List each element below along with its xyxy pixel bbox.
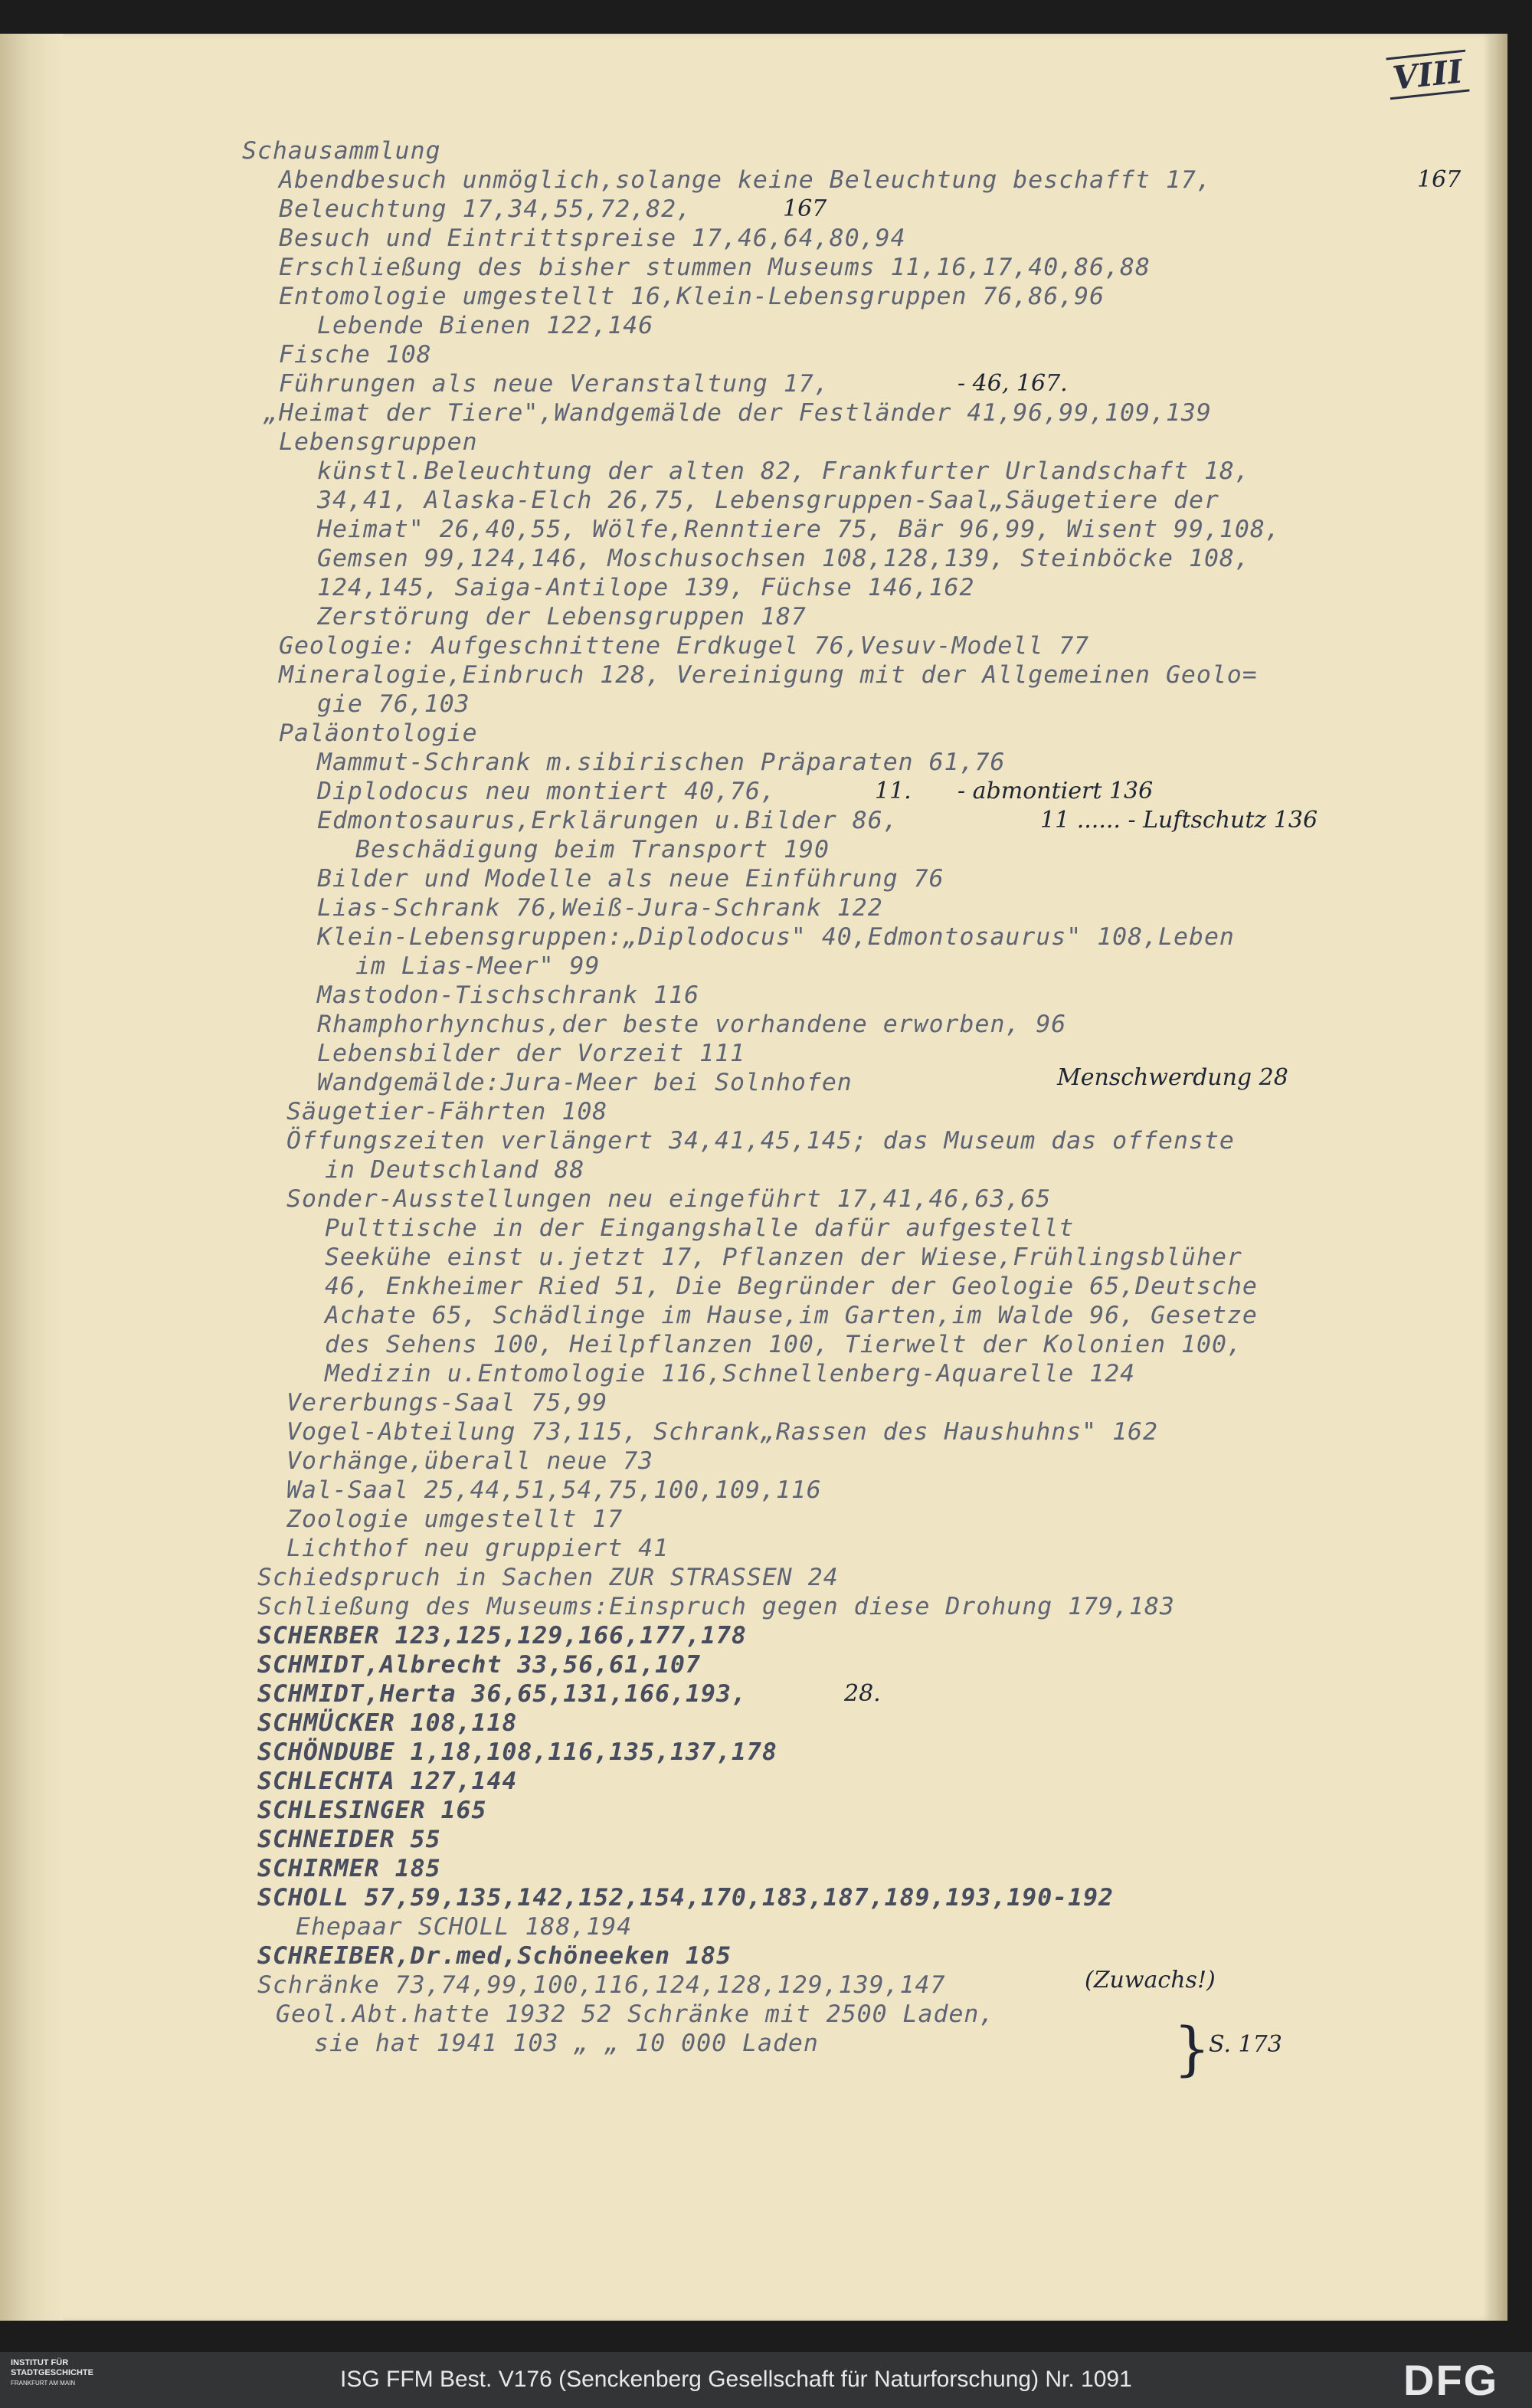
- index-line: 46, Enkheimer Ried 51, Die Begründer der Geologie 65,Deutsche: [325, 1273, 1258, 1300]
- index-line: Schließung des Museums:Einspruch gegen diese Drohung 179,183: [257, 1593, 1175, 1620]
- index-line: Schiedspruch in Sachen ZUR STRASSEN 24: [257, 1564, 839, 1591]
- handwritten-note: - abmontiert 136: [958, 778, 1154, 804]
- index-line: sie hat 1941 103 „ „ 10 000 Laden: [314, 2030, 819, 2057]
- index-line: SCHERBER 123,125,129,166,177,178: [257, 1622, 747, 1650]
- handwritten-note: 11 ...... - Luftschutz 136: [1040, 807, 1318, 834]
- index-line: Mammut-Schrank m.sibirischen Präparaten 61,76: [317, 749, 1006, 776]
- index-line: Mineralogie,Einbruch 128, Vereinigung mit der Allgemeinen Geolo=: [279, 661, 1258, 689]
- index-line: Säugetier-Fährten 108: [286, 1098, 608, 1125]
- handwritten-note: 167: [1417, 166, 1462, 193]
- index-line: Pulttische in der Eingangshalle dafür aufgestellt: [325, 1214, 1075, 1242]
- index-line: SCHLECHTA 127,144: [257, 1768, 518, 1795]
- index-line: Medizin u.Entomologie 116,Schnellenberg-Aquarelle 124: [325, 1360, 1136, 1387]
- index-line: gie 76,103: [317, 690, 470, 718]
- index-line: Zoologie umgestellt 17: [286, 1505, 624, 1533]
- index-line: Heimat" 26,40,55, Wölfe,Renntiere 75, Bär 96,99, Wisent 99,108,: [317, 516, 1281, 543]
- brace-mark: }: [1174, 2014, 1211, 2082]
- archive-footer: [0, 2352, 1532, 2408]
- index-line: Schränke 73,74,99,100,116,124,128,129,139,147: [257, 1971, 946, 1999]
- index-line: SCHLESINGER 165: [257, 1797, 487, 1824]
- index-line: Vererbungs-Saal 75,99: [286, 1389, 608, 1417]
- handwritten-note: Menschwerdung 28: [1057, 1064, 1288, 1091]
- handwritten-note: 11.: [875, 778, 912, 804]
- index-line: in Deutschland 88: [325, 1156, 585, 1184]
- index-line: Wandgemälde:Jura-Meer bei Solnhofen: [317, 1069, 853, 1096]
- index-line: im Lias-Meer" 99: [355, 952, 601, 980]
- index-line: Klein-Lebensgruppen:„Diplodocus" 40,Edmontosaurus" 108,Leben: [317, 923, 1235, 951]
- index-line: Entomologie umgestellt 16,Klein-Lebensgruppen 76,86,96: [279, 283, 1105, 310]
- index-line: Besuch und Eintrittspreise 17,46,64,80,94: [279, 224, 906, 252]
- index-line: Erschließung des bisher stummen Museums 11,16,17,40,86,88: [279, 254, 1151, 281]
- index-line: Paläontologie: [279, 719, 478, 747]
- index-line: künstl.Beleuchtung der alten 82, Frankfurter Urlandschaft 18,: [317, 457, 1250, 485]
- institute-logo: INSTITUT FÜR STADTGESCHICHTE FRANKFURT AM MAIN: [11, 2358, 93, 2387]
- index-line: Wal-Saal 25,44,51,54,75,100,109,116: [286, 1476, 822, 1504]
- index-line: Lias-Schrank 76,Weiß-Jura-Schrank 122: [317, 894, 883, 922]
- handwritten-note: 28.: [844, 1680, 881, 1707]
- index-line: SCHNEIDER 55: [257, 1826, 441, 1853]
- index-line: SCHREIBER,Dr.med,Schöneeken 185: [257, 1942, 732, 1970]
- book-spine: [0, 34, 63, 2321]
- index-line: SCHÖNDUBE 1,18,108,116,135,137,178: [257, 1738, 777, 1766]
- index-line: SCHMÜCKER 108,118: [257, 1709, 518, 1737]
- page-edge: [1492, 34, 1507, 2321]
- index-line: Rhamphorhynchus,der beste vorhandene erworben, 96: [317, 1011, 1067, 1038]
- index-line: Vorhänge,überall neue 73: [286, 1447, 654, 1475]
- index-line: SCHMIDT,Herta 36,65,131,166,193,: [257, 1680, 747, 1708]
- handwritten-note: (Zuwachs!): [1085, 1967, 1216, 1994]
- index-line: Lebensgruppen: [279, 428, 478, 456]
- index-line: Achate 65, Schädlinge im Hause,im Garten,im Walde 96, Gesetze: [325, 1302, 1258, 1329]
- index-line: Fische 108: [279, 341, 432, 369]
- page-folio: VIII: [1386, 50, 1469, 100]
- index-line: Seekühe einst u.jetzt 17, Pflanzen der Wiese,Frühlingsblüher: [325, 1243, 1242, 1271]
- index-line: des Sehens 100, Heilpflanzen 100, Tierwelt der Kolonien 100,: [325, 1331, 1242, 1358]
- handwritten-note: 167: [783, 195, 827, 222]
- index-line: Bilder und Modelle als neue Einführung 76: [317, 865, 944, 893]
- index-line: Beleuchtung 17,34,55,72,82,: [279, 195, 692, 223]
- index-line: Abendbesuch unmöglich,solange keine Beleuchtung beschafft 17,: [279, 166, 1212, 194]
- index-line: Diplodocus neu montiert 40,76,: [317, 778, 776, 805]
- index-line: Gemsen 99,124,146, Moschusochsen 108,128,139, Steinböcke 108,: [317, 545, 1250, 572]
- index-line: Schausammlung: [242, 137, 441, 165]
- handwritten-note: - 46, 167.: [958, 370, 1068, 397]
- index-line: Ehepaar SCHOLL 188,194: [296, 1913, 633, 1941]
- index-line: Vogel-Abteilung 73,115, Schrank„Rassen des Haushuhns" 162: [286, 1418, 1158, 1446]
- index-line: 124,145, Saiga-Antilope 139, Füchse 146,162: [317, 574, 975, 601]
- archive-caption: ISG FFM Best. V176 (Senckenberg Gesellschaft für Naturforschung) Nr. 1091: [340, 2367, 1132, 2392]
- index-line: Edmontosaurus,Erklärungen u.Bilder 86,: [317, 807, 899, 834]
- index-line: „Heimat der Tiere",Wandgemälde der Festländer 41,96,99,109,139: [264, 399, 1212, 427]
- index-line: Sonder-Ausstellungen neu eingeführt 17,41,46,63,65: [286, 1185, 1052, 1213]
- index-line: SCHIRMER 185: [257, 1855, 441, 1882]
- index-line: Geol.Abt.hatte 1932 52 Schränke mit 2500 Laden,: [276, 2000, 995, 2028]
- index-line: Lebensbilder der Vorzeit 111: [317, 1040, 746, 1067]
- index-line: 34,41, Alaska-Elch 26,75, Lebensgruppen-Saal„Säugetiere der: [317, 487, 1219, 514]
- index-line: Öffungszeiten verlängert 34,41,45,145; das Museum das offenste: [286, 1127, 1235, 1155]
- index-line: Zerstörung der Lebensgruppen 187: [317, 603, 807, 631]
- index-line: Beschädigung beim Transport 190: [355, 836, 830, 863]
- index-line: SCHMIDT,Albrecht 33,56,61,107: [257, 1651, 701, 1679]
- index-line: Lebende Bienen 122,146: [317, 312, 654, 339]
- index-line: SCHOLL 57,59,135,142,152,154,170,183,187,189,193,190-192: [257, 1884, 1115, 1912]
- index-line: Führungen als neue Veranstaltung 17,: [279, 370, 830, 398]
- index-line: Mastodon-Tischschrank 116: [317, 981, 700, 1009]
- index-line: Lichthof neu gruppiert 41: [286, 1535, 669, 1562]
- dfg-logo: DFG: [1403, 2356, 1499, 2404]
- side-reference: S. 173: [1209, 2031, 1282, 2058]
- index-line: Geologie: Aufgeschnittene Erdkugel 76,Vesuv-Modell 77: [279, 632, 1090, 660]
